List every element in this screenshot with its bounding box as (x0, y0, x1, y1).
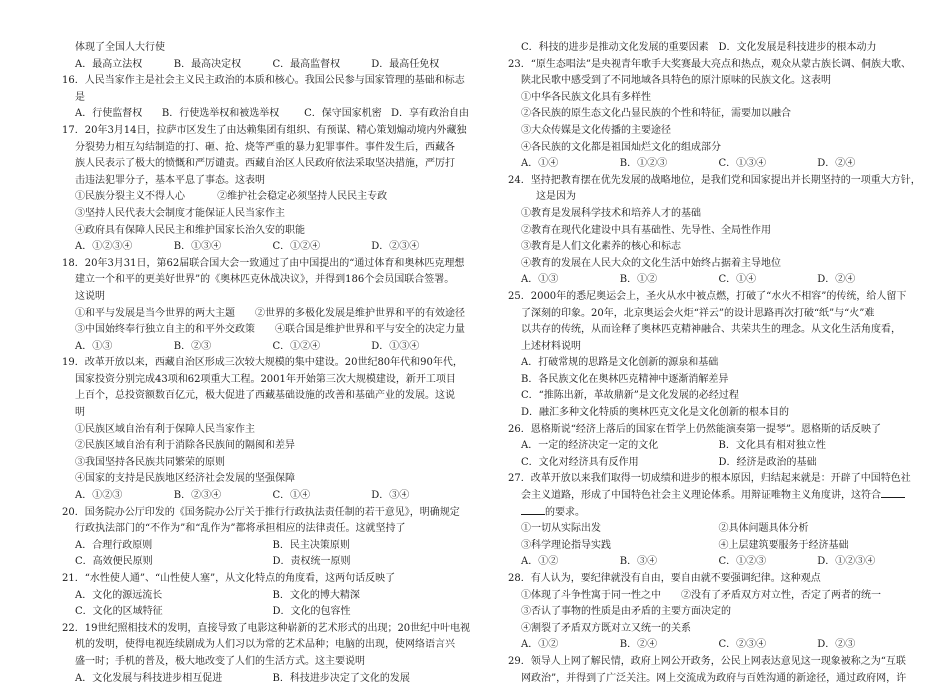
question-17-statements (62, 189, 470, 206)
question-26-options (508, 455, 916, 472)
question-21-options (62, 604, 470, 621)
option: A．①③ (75, 340, 113, 352)
question-19-stem-line: 国家投资分别完成43项和62项重大工程。2001年开始第三次大规模建设，新开工项目 (75, 373, 456, 385)
question-17-options (62, 239, 470, 256)
question-15-options (62, 57, 470, 74)
question-22-stem-line: 盛一时；手机的普及，极大地改变了人们的生活方式。这主要说明 (75, 655, 365, 667)
option: B．文化的博大精深 (272, 589, 360, 601)
question-28-options (508, 637, 916, 654)
option: A．①② (521, 556, 559, 568)
question-27-options (508, 554, 916, 571)
option: A．一定的经济决定一定的文化 (521, 440, 659, 452)
question-19-options (62, 488, 470, 505)
statement: ④割裂了矛盾双方既对立又统一的关系 (521, 622, 691, 634)
option: C．①④ (272, 490, 311, 502)
option: C．①④ (718, 274, 757, 286)
option: D．②④ (817, 158, 856, 170)
statement: ①和平与发展是当今世界的两大主题 ②世界的多极化发展是维护世界和平的有效途径 (75, 307, 465, 319)
question-20-options (62, 538, 470, 555)
left-column (62, 40, 470, 687)
option: D．①③④ (371, 340, 420, 352)
option: D．最高任免权 (371, 58, 440, 70)
question-23-stem-line: 23．“原生态唱法”是央视青年歌手大奖赛最大亮点和热点，观众从蒙古族长调、侗族大歌、 (508, 58, 911, 70)
statement: ①一切从实际出发 (521, 523, 601, 535)
option: B．民主决策原则 (272, 539, 350, 551)
option: A．①② (521, 639, 559, 651)
option: B．③④ (619, 556, 658, 568)
question-22-options-cont (508, 40, 916, 57)
option: C．高效便民原则 (75, 556, 153, 568)
question-29-stem-line: 网政治”，并得到了广泛关注。网上交流成为政府与百姓沟通的新途径，通过政府网，许 (521, 672, 907, 684)
statement: ④上层建筑要服务于经济基础 (718, 539, 849, 551)
question-16-options (62, 106, 470, 123)
question-25-stem-line: 了深刻的印象。20年，北京奥运会火炬“祥云”的设计思路再次打破“纸”与“火”难 (521, 307, 875, 319)
option: B．科技进步决定了文化的发展 (272, 672, 410, 684)
question-15-tail: 体现了全国人大行使 (75, 42, 165, 53)
statement: ①民族区域自治有利于保障人民当家作主 (75, 423, 255, 435)
option: C．文化对经济具有反作用 (521, 456, 639, 468)
question-25-stem-line: 以共存的传统，从而诠释了奥林匹克精神融合、共荣共生的理念。从文化生活角度看， (521, 324, 901, 336)
statement: ①体现了斗争性寓于同一性之中 ②没有了矛盾双方对立性，否定了两者的统一 (521, 589, 881, 601)
question-19-stem-line: 上百个，总投资额数百亿元，极大促进了西藏基础设施的改善和基础产业的发展。这说 (75, 390, 455, 402)
question-23-stem-line: 陕北民歌中感受到了不同地域各具特色的原汁原味的民族文化。这表明 (521, 75, 831, 87)
question-27-stem-line: 27．改革开放以来我们取得一切成绩和进步的根本原因，归结起来就是：开辟了中国特色社 (508, 473, 911, 485)
option: C．“推陈出新，革故鼎新”是文化发展的必经过程 (521, 390, 739, 402)
option: A．打破常规的思路是文化创新的源泉和基础 (521, 357, 719, 369)
question-27-stem-line (508, 488, 916, 505)
option: C．科技的进步是推动文化发展的重要因素 (521, 42, 709, 53)
question-25-stem-line: 上述材料说明 (521, 340, 581, 352)
question-24-options (508, 272, 916, 289)
question-29-stem-line: 29．领导人上网了解民情，政府上网公开政务，公民上网表达意见这一现象被称之为“互联 (508, 655, 906, 667)
question-20-options (62, 554, 470, 571)
question-28-stem: 28．有人认为，要纪律就没有自由，要自由就不要强调纪律。这种观点 (508, 573, 821, 584)
option: B．①② (619, 274, 658, 286)
option: D．责权统一原则 (272, 556, 351, 568)
question-19-stem-line: 明 (75, 407, 85, 419)
statement: ③坚持人民代表大会制度才能保证人民当家作主 (75, 207, 285, 219)
option: B．②③ (173, 340, 212, 352)
question-22-stem-line: 22．19世纪照相技术的发明，直接导致了电影这种崭新的艺术形式的出现；20世纪中叶电视 (62, 622, 471, 634)
option: D．经济是政治的基础 (718, 456, 817, 468)
option: D．融汇多种文化特质的奥林匹克文化是文化创新的根本目的 (521, 407, 790, 419)
question-27-statements (508, 538, 916, 555)
stem-text: 会主义道路，形成了中国特色社会主义理论体系。用辩证唯物主义角度讲，这符合 (521, 490, 881, 502)
option: A．最高立法权 (75, 58, 143, 70)
option: A．①③ (521, 274, 559, 286)
option: C．①②③ (718, 556, 767, 568)
question-20-stem-line: 20．国务院办公厅印发的《国务院办公厅关于推行行政执法责任制的若干意见》，明确规定 (62, 506, 460, 518)
option: C．①③④ (718, 158, 767, 170)
statement: ②教育在现代化建设中具有基础性、先导性、全局性作用 (521, 224, 771, 236)
option: D．享有政治自由 (390, 108, 469, 120)
question-26-stem: 26．恩格斯说“经济上落后的国家在哲学上仍然能演奏第一提琴”。恩格斯的话反映了 (508, 423, 881, 435)
question-16-stem: 16．人民当家作主是社会主义民主政治的本质和核心。我国公民参与国家管理的基础和标志是 (62, 75, 465, 103)
option: A．①②③ (75, 490, 123, 502)
option: A．合理行政原则 (75, 539, 153, 551)
option: D．①②③④ (817, 556, 876, 568)
question-21-stem: 21．“水性使人通”、“山性使人塞”，从文化特点的角度看，这两句话反映了 (62, 573, 396, 584)
question-18-stem-line: 建立一个和平的更美好世界”的《奥林匹克休战决议》，并得到186个会员国联合签署。 (75, 274, 455, 286)
option: C．保守国家机密 (304, 108, 382, 120)
option: B．②③④ (173, 490, 222, 502)
statement: ④各民族的文化都是祖国灿烂文化的组成部分 (521, 141, 721, 153)
answer-blank (881, 488, 905, 498)
question-25-stem-line: 25．2000年的悉尼奥运会上，圣火从水中被点燃，打破了“水火不相容”的传统，给人留下 (508, 290, 907, 302)
statement: ③中国始终奉行独立自主的和平外交政策 ④联合国是维护世界和平与安全的决定力量 (75, 324, 465, 336)
option: A．①④ (521, 158, 559, 170)
question-20-stem-line: 行政执法部门的“不作为”和“乱作为”都将承担相应的法律责任。这就坚持了 (75, 523, 406, 535)
question-17-stem-line: 17．20年3月14日，拉萨市区发生了由达赖集团有组织、有预谋、精心策划煽动境内外藏独 (62, 124, 467, 136)
statement: ③大众传媒是文化传播的主要途径 (521, 124, 671, 136)
option: C．文化的区域特征 (75, 606, 163, 618)
option: B．文化具有相对独立性 (718, 440, 826, 452)
stem-text: 的要求。 (545, 506, 585, 518)
option: B．①②③ (619, 158, 668, 170)
answer-blank (521, 505, 545, 515)
option: C．②③④ (718, 639, 767, 651)
question-17-stem-line: 击违法犯罪分子，基本平息了事态。这表明 (75, 174, 265, 186)
question-24-stem-line: 24．坚持把教育摆在优先发展的战略地位，是我们党和国家提出并长期坚持的一项重大方针， (508, 174, 921, 186)
statement: ③教育是人们文化素养的核心和标志 (521, 241, 681, 253)
right-column (508, 40, 921, 687)
statement: ④教育的发展在人民大众的文化生活中始终占据着主导地位 (521, 257, 781, 269)
question-24-stem-line: 这是因为 (536, 191, 576, 203)
question-22-stem-line: 机的发明，使得电视连续剧成为人们习以为常的艺术品种；电脑的出现，使网络语言兴 (75, 639, 455, 651)
option: D．文化的包容性 (272, 606, 351, 618)
question-22-options (62, 671, 470, 687)
statement: ②具体问题具体分析 (718, 523, 809, 535)
option: C．①②④ (272, 340, 321, 352)
option: B．①③④ (173, 241, 222, 253)
option: D．文化发展是科技进步的根本动力 (718, 42, 877, 53)
statement: ①教育是发展科学技术和培养人才的基础 (521, 207, 701, 219)
statement: ③科学理论指导实践 (521, 539, 611, 551)
statement: ②维护社会稳定必须坚持人民民主专政 (217, 191, 388, 203)
statement: ③我国坚持各民族共同繁荣的原则 (75, 456, 225, 468)
statement: ②民族区域自治有利于消除各民族间的隔阂和差异 (75, 440, 295, 452)
question-18-stem-line: 18．20年3月31日，第62届联合国大会一致通过了由中国提出的“通过体育和奥林匹克理想 (62, 257, 465, 269)
option: D．②③ (817, 639, 856, 651)
option: C．最高监督权 (272, 58, 341, 70)
question-17-stem-line: 分裂势力相互勾结制造的打、砸、抢、烧等严重的暴力犯罪事件。事件发生后，西藏各 (75, 141, 455, 153)
question-18-stem-line: 这说明 (75, 290, 105, 302)
question-27-statements (508, 521, 916, 538)
option: D．③④ (371, 490, 410, 502)
option: A．行使监督权 (75, 108, 143, 120)
option: A．文化的源远流长 (75, 589, 163, 601)
statement: ①中华各民族文化具有多样性 (521, 91, 651, 103)
question-27-stem-line (508, 505, 916, 522)
option: B．最高决定权 (173, 58, 242, 70)
question-19-stem-line: 19．改革开放以来，西藏自治区形成三次较大规模的集中建设。20世纪80年代和90年代， (62, 357, 463, 369)
option: B．各民族文化在奥林匹克精神中逐渐消解差异 (521, 373, 729, 385)
option: B．②④ (619, 639, 658, 651)
option: A．文化发展与科技进步相互促进 (75, 672, 223, 684)
statement: ①民族分裂主义不得人心 (75, 191, 185, 203)
option: D．②④ (817, 274, 856, 286)
question-17-stem-line: 族人民表示了极大的愤慨和严厉谴责。西藏自治区人民政府依法采取坚决措施，严厉打 (75, 158, 455, 170)
option: A．①②③④ (75, 241, 133, 253)
question-26-options (508, 438, 916, 455)
question-18-options (62, 339, 470, 356)
option: D．②③④ (371, 241, 420, 253)
statement: ④政府具有保障人民民主和维护国家长治久安的职能 (75, 224, 305, 236)
statement: ④国家的支持是民族地区经济社会发展的坚强保障 (75, 473, 295, 485)
option: B．行使选举权和被选举权 (161, 108, 280, 120)
question-21-options (62, 588, 470, 605)
question-23-options (508, 156, 916, 173)
statement: ③否认了事物的性质是由矛盾的主要方面决定的 (521, 606, 731, 618)
statement: ②各民族的原生态文化凸显民族的个性和特征，需要加以融合 (521, 108, 791, 120)
option: C．①②④ (272, 241, 321, 253)
